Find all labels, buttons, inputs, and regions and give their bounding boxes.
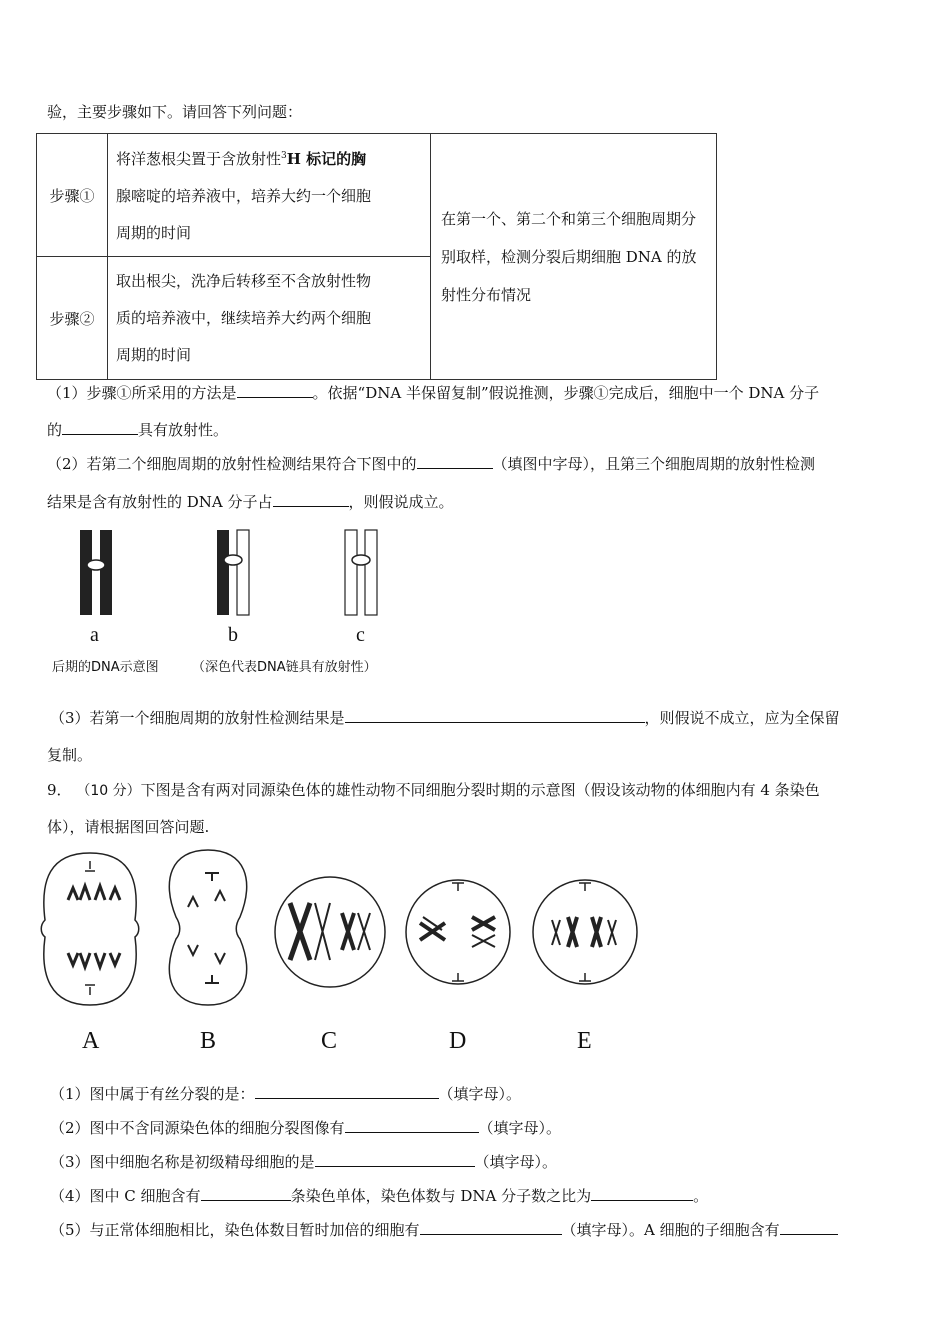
cell-D <box>406 880 510 984</box>
blank-3[interactable] <box>345 708 645 723</box>
fig2-letter-E: E <box>577 1028 592 1054</box>
step2-content: 取出根尖，洗净后转移至不含放射性物 质的培养液中，继续培养大约两个细胞 周期的时间 <box>108 257 431 380</box>
fig2-letter-A: A <box>82 1028 100 1054</box>
fig2-letter-B: B <box>200 1028 217 1054</box>
sub-question-4: （4）图中 C 细胞含有 条染色单体，染色体数与 DNA 分子数之比为 。 <box>50 1187 709 1205</box>
question-2-line1: （2）若第二个细胞周期的放射性检测结果符合下图中的 （填图中字母），且第三个细胞周期的放射性检测 <box>47 455 816 473</box>
question-9-line2: 体），请根据图回答问题. <box>47 818 210 836</box>
step1-label: 步骤① <box>37 134 108 257</box>
blank-s1[interactable] <box>255 1084 439 1099</box>
fig1-caption-right: （深色代表DNA链具有放射性） <box>192 660 377 675</box>
sub-question-1: （1）图中属于有丝分裂的是： （填字母）。 <box>50 1085 522 1103</box>
blank-1b[interactable] <box>62 420 138 435</box>
cell-B <box>169 850 246 1005</box>
sub-question-2: （2）图中不含同源染色体的细胞分裂图像有 （填字母）。 <box>50 1119 562 1137</box>
steps-table <box>36 133 717 380</box>
blank-s2[interactable] <box>345 1118 479 1133</box>
blank-2a[interactable] <box>417 454 493 469</box>
blank-s5b[interactable] <box>780 1220 838 1235</box>
blank-s3[interactable] <box>315 1152 475 1167</box>
cell-A <box>41 853 139 1005</box>
fig2-letter-D: D <box>449 1028 467 1054</box>
fig1-letter-c: c <box>356 624 365 646</box>
blank-s4b[interactable] <box>591 1186 693 1201</box>
question-9-line1: 9． （10 分）下图是含有两对同源染色体的雄性动物不同细胞分裂时期的示意图（假设该动物的体细胞内有 4 条染色 <box>47 781 820 799</box>
cell-division-figure <box>40 845 650 1020</box>
blank-s4a[interactable] <box>201 1186 291 1201</box>
detection-content: 在第一个、第二个和第三个细胞周期分 别取样，检测分裂后期细胞 DNA 的放 射性分布情况 <box>431 134 717 380</box>
fig1-caption-left: 后期的DNA示意图 <box>52 660 159 675</box>
blank-s5a[interactable] <box>420 1220 562 1235</box>
sub-question-5: （5）与正常体细胞相比，染色体数目暂时加倍的细胞有 （填字母）。A 细胞的子细胞含有 <box>50 1220 838 1240</box>
blank-2b[interactable] <box>273 492 349 507</box>
chromosome-c <box>345 530 377 615</box>
blank-1a[interactable] <box>237 383 313 398</box>
step2-label: 步骤② <box>37 257 108 380</box>
question-1-line1: （1）步骤①所采用的方法是 。依据“DNA 半保留复制”假说推测，步骤①完成后，细胞中一个 DNA 分子 <box>47 384 820 402</box>
sub-question-3: （3）图中细胞名称是初级精母细胞的是 （填字母）。 <box>50 1153 558 1171</box>
cell-C <box>275 877 385 987</box>
step1-content: 将洋葱根尖置于含放射性$^3$H 标记的胸 腺嘧啶的培养液中，培养大约一个细胞 周期的时间 <box>108 134 431 257</box>
chromosome-a <box>80 530 112 615</box>
question-1-line2: 的 具有放射性。 <box>47 421 229 439</box>
question-3-line1: （3）若第一个细胞周期的放射性检测结果是 ，则假说不成立，应为全保留 <box>50 709 840 727</box>
fig1-letter-b: b <box>228 624 238 646</box>
chromosome-b <box>217 530 249 615</box>
cell-E <box>533 880 637 984</box>
fig1-letter-a: a <box>90 624 99 646</box>
fig2-letter-C: C <box>321 1028 338 1054</box>
intro-text: 验，主要步骤如下。请回答下列问题： <box>47 103 303 121</box>
question-3-line2: 复制。 <box>47 746 93 764</box>
question-2-line2: 结果是含有放射性的 DNA 分子占 ，则假说成立。 <box>47 493 454 511</box>
